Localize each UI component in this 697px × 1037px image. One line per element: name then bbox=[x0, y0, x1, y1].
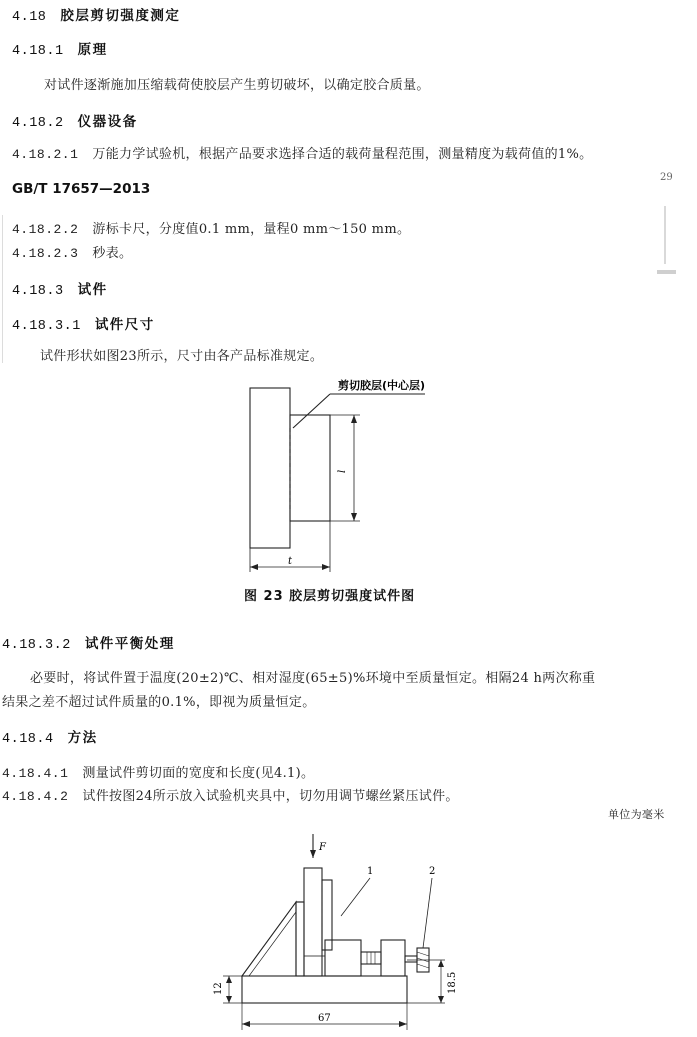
clause-text: 试件按图24所示放入试验机夹具中，切勿用调节螺丝紧压试件。 bbox=[82, 789, 459, 804]
principle-paragraph: 对试件逐渐施加压缩载荷使胶层产生剪切破坏，以确定胶合质量。 bbox=[44, 78, 430, 93]
callout-2-leader bbox=[423, 878, 432, 948]
dimension-t-label: t bbox=[288, 556, 293, 567]
clause-4-18-2-3 bbox=[12, 246, 132, 262]
section-number: 4.18 bbox=[12, 10, 47, 25]
figure-24-drawing bbox=[205, 830, 465, 1035]
callout-1-label: 1 bbox=[367, 866, 374, 877]
section-number: 4.18.3.1 bbox=[12, 319, 81, 334]
section-number: 4.18.1 bbox=[12, 44, 64, 59]
page-edge-line bbox=[664, 206, 666, 264]
figure-23-caption: 图 23 胶层剪切强度试件图 bbox=[244, 589, 416, 604]
dimension-18-5-label: 18.5 bbox=[447, 971, 458, 994]
section-title: 试件尺寸 bbox=[94, 317, 155, 333]
dimension-67-label: 67 bbox=[318, 1013, 331, 1024]
clause-text: 万能力学试验机，根据产品要求选择合适的载荷量程范围，测量精度为载荷值的1%。 bbox=[92, 147, 593, 162]
clause-number: 4.18.2.1 bbox=[12, 147, 79, 162]
clause-number: 4.18.4.1 bbox=[2, 766, 69, 781]
fixture-column bbox=[296, 902, 304, 976]
section-number: 4.18.2 bbox=[12, 116, 64, 131]
section-4-18-2-heading bbox=[12, 114, 138, 132]
specimen-center-block bbox=[290, 415, 330, 521]
clause-number: 4.18.2.3 bbox=[12, 246, 79, 261]
section-number: 4.18.3.2 bbox=[2, 638, 71, 653]
callout-1-leader bbox=[341, 878, 370, 916]
section-number: 4.18.3 bbox=[12, 284, 64, 299]
force-label: F bbox=[319, 842, 326, 853]
dimension-l-label: l bbox=[337, 469, 348, 473]
balance-paragraph-line-2: 结果之差不超过试件质量的0.1%，即视为质量恒定。 bbox=[2, 695, 316, 710]
section-title: 胶层剪切强度测定 bbox=[60, 8, 181, 24]
dimension-12-label: 12 bbox=[213, 982, 224, 995]
clause-text: 秒表。 bbox=[92, 246, 133, 261]
section-title: 试件平衡处理 bbox=[84, 636, 175, 652]
glue-layer-label: 剪切胶层(中心层) bbox=[338, 379, 426, 392]
section-title: 原理 bbox=[77, 42, 108, 58]
fixture-movable-block bbox=[325, 940, 361, 976]
specimen-outer-piece bbox=[304, 868, 322, 976]
glue-leader-line bbox=[293, 394, 330, 428]
section-title: 方法 bbox=[67, 730, 98, 746]
page-edge-line bbox=[2, 215, 3, 363]
clause-4-18-2-2 bbox=[12, 222, 410, 238]
page-number: 29 bbox=[660, 172, 673, 183]
balance-paragraph-line-1: 必要时，将试件置于温度(20±2)℃、相对湿度(65±5)%环境中至质量恒定。相隔24 h两次称重 bbox=[30, 671, 596, 686]
page-edge-mark bbox=[657, 270, 676, 274]
clause-number: 4.18.2.2 bbox=[12, 222, 79, 237]
clause-4-18-4-2 bbox=[2, 789, 459, 805]
callout-2-label: 2 bbox=[429, 866, 436, 877]
clause-4-18-4-1 bbox=[2, 766, 314, 782]
fixture-support bbox=[242, 902, 296, 976]
specimen-outer-block bbox=[250, 388, 290, 548]
units-note: 单位为毫米 bbox=[608, 808, 665, 821]
fixture-base bbox=[242, 976, 407, 1003]
clause-text: 测量试件剪切面的宽度和长度(见4.1)。 bbox=[82, 766, 315, 781]
section-number: 4.18.4 bbox=[2, 732, 54, 747]
section-4-18-1-heading bbox=[12, 42, 108, 60]
clause-4-18-2-1 bbox=[12, 147, 592, 163]
section-title: 仪器设备 bbox=[77, 114, 138, 130]
section-4-18-3-2-heading bbox=[2, 636, 175, 654]
fixture-screw-post bbox=[381, 940, 405, 976]
clause-number: 4.18.4.2 bbox=[2, 789, 69, 804]
figure-23-drawing bbox=[220, 372, 460, 582]
section-4-18-3-1-heading bbox=[12, 317, 155, 335]
section-4-18-3-heading bbox=[12, 282, 108, 300]
section-title: 试件 bbox=[77, 282, 108, 298]
clause-text: 游标卡尺，分度值0.1 mm，量程0 mm～150 mm。 bbox=[92, 222, 411, 237]
specimen-paragraph: 试件形状如图23所示，尺寸由各产品标准规定。 bbox=[40, 349, 324, 364]
section-4-18-4-heading bbox=[2, 730, 98, 748]
standard-code: GB/T 17657—2013 bbox=[12, 181, 151, 197]
section-4-18-heading bbox=[12, 8, 180, 26]
